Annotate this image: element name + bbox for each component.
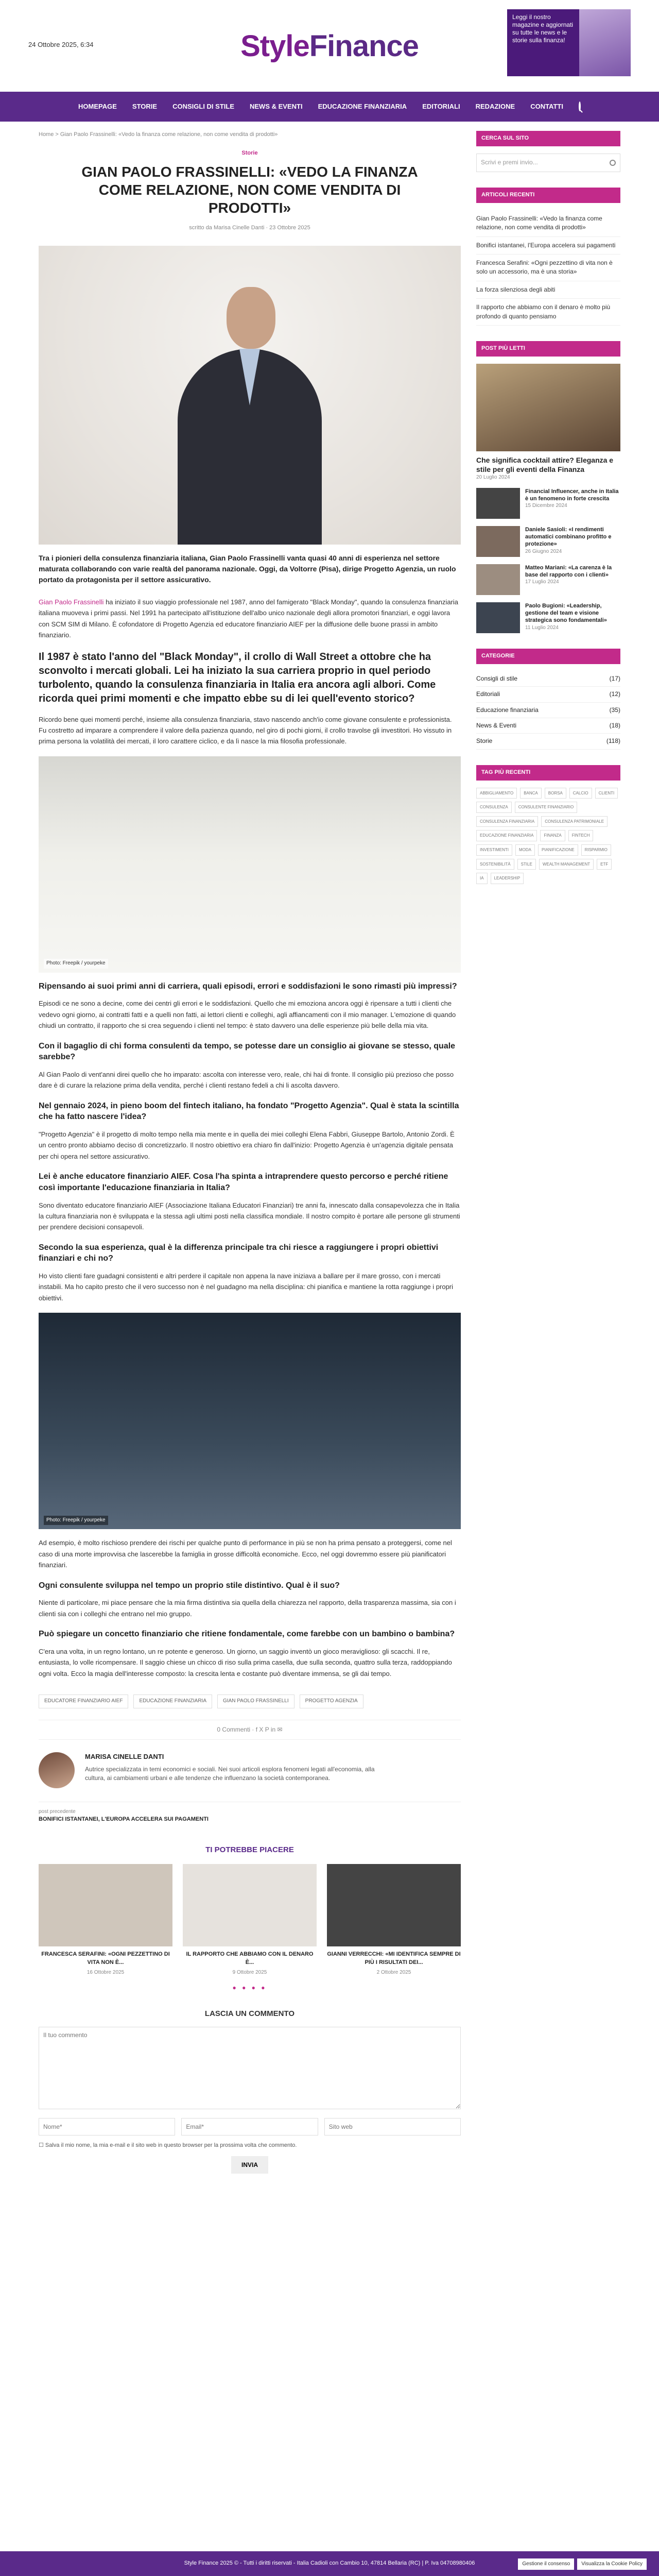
- nav-item[interactable]: CONSIGLI DI STILE: [172, 102, 234, 110]
- comment-textarea[interactable]: [39, 2027, 461, 2109]
- tag-link[interactable]: CALCIO: [569, 788, 592, 799]
- image-caption: Photo: Freepik / yourpeke: [44, 1516, 108, 1526]
- cookie-consent-button[interactable]: Gestione il consenso: [518, 2558, 574, 2570]
- nav-item[interactable]: CONTATTI: [530, 102, 563, 110]
- related-title: TI POTREBBE PIACERE: [205, 1845, 294, 1855]
- tag-link[interactable]: BORSA: [545, 788, 566, 799]
- question-heading: Il 1987 è stato l'anno del "Black Monday", il crollo di Wall Street a ottobre che ha sconvolto i mercati globali. Lei ha iniziato la sua carriera proprio in quel periodo turbolento, quando la consulenza finanziaria in Italia era ancora agli albori. Come ricorda quei primi momenti e che impatto ebbe su di lei quell'evento storico?: [39, 651, 436, 704]
- tag-link[interactable]: FINTECH: [568, 830, 594, 841]
- card-title[interactable]: GIANNI VERRECCHI: «MI IDENTIFICA SEMPRE DI PIÙ I RISULTATI DEI...: [327, 1951, 461, 1966]
- website-field[interactable]: [324, 2118, 461, 2136]
- category-item[interactable]: News & Eventi (18): [476, 718, 620, 734]
- share-bar[interactable]: 0 Commenti · f X P in ✉: [39, 1720, 461, 1740]
- nav-item[interactable]: HOMEPAGE: [78, 102, 117, 110]
- tag-link[interactable]: EDUCATORE FINANZIARIO AIEF: [39, 1694, 128, 1708]
- tag-link[interactable]: FINANZA: [540, 830, 565, 841]
- question-heading: Lei è anche educatore finanziario AIEF. Cosa l'ha spinta a intraprendere questo percorso e perché ritiene così importante l'educazione finanziaria in Italia?: [39, 1172, 448, 1192]
- card-image[interactable]: [327, 1864, 461, 1946]
- paragraph: C'era una volta, in un regno lontano, un re potente e generoso. Un giorno, un saggio inventò un gioco meraviglioso: gli scacchi. Il re, entusiasta, lo volle ricompensare. Il saggio chiese un chicco di riso sulla prima casella, due sulla seconda, quattro sulla terza, raddoppiando ogni volta. Ecco la magia dell'interesse composto: la crescita lenta e costante può diventare immensa, se gli dai tempo.: [39, 1647, 452, 1677]
- tag-link[interactable]: GIAN PAOLO FRASSINELLI: [217, 1694, 294, 1708]
- popular-image[interactable]: [476, 364, 620, 451]
- search-icon[interactable]: [579, 101, 581, 111]
- recent-item[interactable]: Gian Paolo Frassinelli: «Vedo la finanza come relazione, non come vendita di prodotti»: [476, 210, 620, 237]
- author-box: [39, 1752, 461, 1788]
- nav-item[interactable]: STORIE: [132, 102, 158, 110]
- recent-title: ARTICOLI RECENTI: [476, 188, 620, 203]
- category-list: [476, 671, 620, 750]
- article: [39, 131, 461, 2174]
- tag-link[interactable]: WEALTH MANAGEMENT: [539, 859, 594, 870]
- nav-item[interactable]: REDAZIONE: [475, 102, 515, 110]
- tag-link[interactable]: ABBIGLIAMENTO: [476, 788, 517, 799]
- paragraph: Niente di particolare, mi piace pensare che la mia firma distintiva sia quella della chiarezza nel rapporto, della trasparenza massima, sia con i clienti sia con i colleghi che entrano nel mio gruppo.: [39, 1599, 456, 1618]
- tag-link[interactable]: STILE: [517, 859, 536, 870]
- name-field[interactable]: [39, 2118, 175, 2136]
- question-heading: Ogni consulente sviluppa nel tempo un proprio stile distintivo. Qual è il suo?: [39, 1581, 340, 1590]
- header: [0, 0, 659, 88]
- related-card[interactable]: [39, 1864, 172, 1976]
- save-info-label: Salva il mio nome, la mia e-mail e il sito web in questo browser per la prossima volta che commento.: [45, 2142, 297, 2148]
- breadcrumb[interactable]: Home > Gian Paolo Frassinelli: «Vedo la finanza come relazione, non come vendita di prodotti»: [39, 131, 278, 138]
- card-title[interactable]: FRANCESCA SERAFINI: «OGNI PEZZETTINO DI VITA NON È...: [41, 1951, 170, 1966]
- question-heading: Ripensando ai suoi primi anni di carriera, quali episodi, errori e soddisfazioni le sono rimasti più impressi?: [39, 981, 457, 991]
- recent-item[interactable]: Il rapporto che abbiamo con il denaro è molto più profondo di quanto pensiamo: [476, 299, 620, 326]
- recent-list: [476, 210, 620, 326]
- question-heading: Può spiegare un concetto finanziario che ritiene fondamentale, come farebbe con un bambino o bambina?: [39, 1630, 455, 1639]
- card-date: 16 Ottobre 2025: [86, 1969, 125, 1975]
- popular-item[interactable]: Financial Influencer, anche in Italia è un fenomeno in forte crescita 15 Dicembre 2024: [476, 488, 620, 519]
- image-caption: Photo: Freepik / yourpeke: [44, 959, 108, 969]
- article-lead: Tra i pionieri della consulenza finanziaria italiana, Gian Paolo Frassinelli vanta quasi 40 anni di esperienza nel settore maturata collaborando con varie realtà del panorama nazionale. Oggi, da Voltorre (Pisa), dirige Progetto Agenzia, un ruolo portato da protagonista per il settore assicurativo.: [39, 553, 456, 584]
- category-item[interactable]: Consigli di stile (17): [476, 671, 620, 687]
- promo-banner[interactable]: [507, 9, 631, 76]
- tag-link[interactable]: CONSULENZA FINANZIARIA: [476, 816, 538, 827]
- category-item[interactable]: Storie (118): [476, 734, 620, 749]
- question-heading: Con il bagaglio di chi forma consulenti da tempo, se potesse dare un consiglio ai giovane se stesso, quale sarebbe?: [39, 1041, 456, 1062]
- carousel-dots[interactable]: ● ● ● ●: [232, 1984, 267, 1992]
- card-date: 2 Ottobre 2025: [376, 1969, 411, 1975]
- header-date: 24 Ottobre 2025, 6:34: [28, 41, 94, 48]
- byline: scritto da Marisa Cinelle Danti · 23 Ottobre 2025: [189, 224, 310, 231]
- cookie-buttons: [518, 2558, 647, 2570]
- business-handshake-image: [39, 1313, 461, 1529]
- paragraph: "Progetto Agenzia" è il progetto di molto tempo nella mia mente e in quella dei miei colleghi Elena Fabbri, Giuseppe Bartolo, Antonio Zordi. È un centro pronto abbiamo deciso di concretizzarlo. Il nostro obiettivo era chiaro fin dall'inizio: Progetto Agenzia è un'agenzia digitale pensata per chi opera nel settore assicurativo.: [39, 1130, 455, 1160]
- categories-title: CATEGORIE: [476, 649, 620, 664]
- email-field[interactable]: [181, 2118, 318, 2136]
- tag-link[interactable]: CONSULENZA: [476, 802, 512, 813]
- tag-link[interactable]: BANCA: [520, 788, 542, 799]
- previous-post[interactable]: [39, 1802, 461, 1824]
- sidebar-search-title: CERCA SUL SITO: [476, 131, 620, 146]
- tag-link[interactable]: IA: [476, 873, 488, 884]
- avatar[interactable]: [39, 1752, 75, 1788]
- tag-link[interactable]: CLIENTI: [595, 788, 618, 799]
- nav-item[interactable]: EDUCAZIONE FINANZIARIA: [318, 102, 407, 110]
- tag-link[interactable]: PROGETTO AGENZIA: [300, 1694, 363, 1708]
- paragraph: Al Gian Paolo di vent'anni direi quello che ho imparato: ascolta con interesse vero, reale, chi hai di fronte. Il consiglio più prezioso che posso dare è di curare la relazione prima della vendita, perché i clienti restano fedeli a chi li ascolta davvero.: [39, 1070, 454, 1090]
- comment-form: [39, 2008, 461, 2174]
- comment-title: LASCIA UN COMMENTO: [204, 2009, 295, 2018]
- card-image[interactable]: [39, 1864, 172, 1946]
- related-posts: [39, 1864, 461, 1976]
- person-figure: [178, 266, 322, 545]
- author-bio: Autrice specializzata in temi economici e sociali. Nei suoi articoli esplora fenomeni legati all'economia, alla cultura, ai cambiamenti urbani e alle tendenze che influenzano la società contemporanea.: [85, 1765, 375, 1782]
- recent-item[interactable]: Francesca Serafini: «Ogni pezzettino di vita non è solo un accessorio, ma è una storia»: [476, 255, 620, 281]
- tag-link[interactable]: MODA: [515, 844, 535, 856]
- category-item[interactable]: Educazione finanziaria (35): [476, 703, 620, 718]
- footer: [0, 2551, 659, 2576]
- card-image[interactable]: [183, 1864, 317, 1946]
- main-nav: [0, 92, 659, 122]
- question-heading: Secondo la sua esperienza, qual è la differenza principale tra chi riesce a raggiungere i propri obiettivi finanziari e chi no?: [39, 1243, 439, 1263]
- tag-link[interactable]: ETF: [597, 859, 612, 870]
- tag-link[interactable]: CONSULENTE FINANZIARIO: [515, 802, 578, 813]
- question-heading: Nel gennaio 2024, in pieno boom del fintech italiano, ha fondato "Progetto Agenzia". Qual è stata la scintilla che ha fatto nascere l'idea?: [39, 1101, 459, 1122]
- tag-cloud: [476, 788, 620, 884]
- popular-item[interactable]: Daniele Sasioli: «I rendimenti automatici combinano profitto e protezione» 26 Giugno 2024: [476, 526, 620, 557]
- tag-link[interactable]: EDUCAZIONE FINANZIARIA: [476, 830, 537, 841]
- sidebar: [476, 131, 620, 2174]
- paragraph: Gian Paolo Frassinelli ha iniziato il suo viaggio professionale nel 1987, anno del famigerato "Black Monday", quando la consulenza finanziaria italiana muoveva i primi passi. Nel 1991 ha partecipato all'istituzione dell'albo unico nazionale degli allora promotori finanziari, e oggi lavora con SCM SIM di Milano. È cofondatore di Progetto Agenzia ed educatore finanziario AIEF per la diffusione delle buone prassi in ambito finanziario.: [39, 598, 459, 639]
- recent-item[interactable]: Bonifici istantanei, l'Europa accelera sui pagamenti: [476, 237, 620, 255]
- submit-comment-button[interactable]: INVIA: [231, 2156, 268, 2174]
- popular-big-title[interactable]: Che significa cocktail attire? Eleganza e stile per gli eventi della Finanza: [476, 455, 614, 474]
- tag-link[interactable]: PIANIFICAZIONE: [538, 844, 578, 856]
- tag-link[interactable]: INVESTIMENTI: [476, 844, 512, 856]
- popular-title: POST PIÙ LETTI: [476, 341, 620, 357]
- tag-link[interactable]: RISPARMIO: [581, 844, 611, 856]
- paragraph: Ho visto clienti fare guadagni consistenti e altri perdere il capitale non appena la nave iniziava a ballare per il mare grosso, con i mercati instabili. Ma ho capito presto che il vero successo non è nel guadagno ma nella disciplina: chi pianifica e mantiene la rotta raggiunge i propri obiettivi.: [39, 1272, 454, 1302]
- category-label[interactable]: Storie: [241, 149, 258, 156]
- paragraph: Episodi ce ne sono a decine, come dei centri gli errori e le soddisfazioni. Quello che mi emoziona ancora oggi è ripensare a tutti i clienti che vedevo ogni giorno, ai contratti fatti e a quelli non fatti, ai lettori clienti e colleghi, agli affiancamenti con il mio manager. L'emozione di quando chiudi un contratto, il rapporto che si crea seguendo i clienti nel tempo: è stato davvero una delle esperienze più belle della mia vita.: [39, 999, 456, 1030]
- recent-item[interactable]: La forza silenziosa degli abiti: [476, 281, 620, 299]
- promo-image: [579, 9, 631, 76]
- paragraph: Ad esempio, è molto rischioso prendere dei rischi per qualche punto di performance in più se non ha prima pensato a proteggersi, come nel caso di una morte improvvisa che lascerebbe la famiglia in grosse difficoltà economiche. Ecco, nel oggi dovremmo essere più pianificatori finanziari.: [39, 1539, 452, 1569]
- save-info-checkbox[interactable]: ☐ Salva il mio nome, la mia e-mail e il sito web in questo browser per la prossima volta che commento.: [39, 2142, 297, 2148]
- author-name[interactable]: MARISA CINELLE DANTI: [85, 1752, 164, 1760]
- popular-item[interactable]: Paolo Bugioni: «Leadership, gestione del team e visione strategica sono fondamentali» 11 Luglio 2024: [476, 602, 620, 633]
- related-card[interactable]: [327, 1864, 461, 1976]
- nav-item[interactable]: EDITORIALI: [422, 102, 460, 110]
- site-logo[interactable]: StyleFinance: [240, 29, 419, 63]
- category-item[interactable]: Editoriali (12): [476, 687, 620, 702]
- card-date: 9 Ottobre 2025: [232, 1969, 267, 1975]
- tags-title: TAG PIÙ RECENTI: [476, 765, 620, 781]
- handshake-image: [39, 756, 461, 973]
- card-title[interactable]: IL RAPPORTO CHE ABBIAMO CON IL DENARO È...: [186, 1951, 314, 1966]
- paragraph: Sono diventato educatore finanziario AIEF (Associazione Italiana Educatori Finanziari) tre anni fa, innescato dalla consapevolezza che in Italia la cultura finanziaria non è sviluppata e la stessa agli ultimi posti nella classifica mondiale. Il nostro compito è portare alle persone gli strumenti per prendere decisioni consapevoli.: [39, 1201, 460, 1231]
- paragraph: Ricordo bene quei momenti perché, insieme alla consulenza finanziaria, stavo nascendo anch'io come giovane consulente e professionista. Fu costretto ad imparare a comprendere il valore della pazienza quando, nel giro di pochi giorni, il crollo travolse gli investitori. Ho vissuto in prima persona la volatilità dei mercati, il loro carattere ciclico, e da lì nasce la mia filosofia professionale.: [39, 715, 452, 745]
- page-title: GIAN PAOLO FRASSINELLI: «VEDO LA FINANZA COME RELAZIONE, NON COME VENDITA DI PRODOTTI»: [81, 163, 418, 216]
- popular-item[interactable]: Matteo Mariani: «La carenza è la base del rapporto con i clienti» 17 Luglio 2024: [476, 564, 620, 595]
- related-card[interactable]: [183, 1864, 317, 1976]
- cookie-policy-button[interactable]: Visualizza la Cookie Policy: [577, 2558, 647, 2570]
- sidebar-search-input[interactable]: Scrivi e premi invio...: [476, 154, 620, 172]
- tag-link[interactable]: SOSTENIBILITÀ: [476, 859, 514, 870]
- promo-text: Leggi il nostro magazine e aggiornati su tutte le news e le storie sulla finanza!: [512, 13, 574, 44]
- footer-text: Style Finance 2025 © - Tutti i diritti riservati - Italia Cadioli con Cambio 10, 47814 Bellaria (RC) | P. Iva 04708980406: [184, 2560, 475, 2567]
- tag-link[interactable]: CONSULENZA PATRIMONIALE: [541, 816, 608, 827]
- nav-item[interactable]: NEWS & EVENTI: [250, 102, 303, 110]
- tag-link[interactable]: EDUCAZIONE FINANZIARIA: [133, 1694, 212, 1708]
- previous-title[interactable]: BONIFICI ISTANTANEI, L'EUROPA ACCELERA SUI PAGAMENTI: [39, 1816, 209, 1823]
- tag-link[interactable]: LEADERSHIP: [491, 873, 524, 884]
- previous-label: post precedente: [39, 1808, 76, 1815]
- portrait-image: [39, 246, 461, 545]
- search-icon[interactable]: [610, 160, 616, 166]
- article-tags: [39, 1694, 461, 1708]
- popular-big-date: 20 Luglio 2024: [476, 474, 510, 481]
